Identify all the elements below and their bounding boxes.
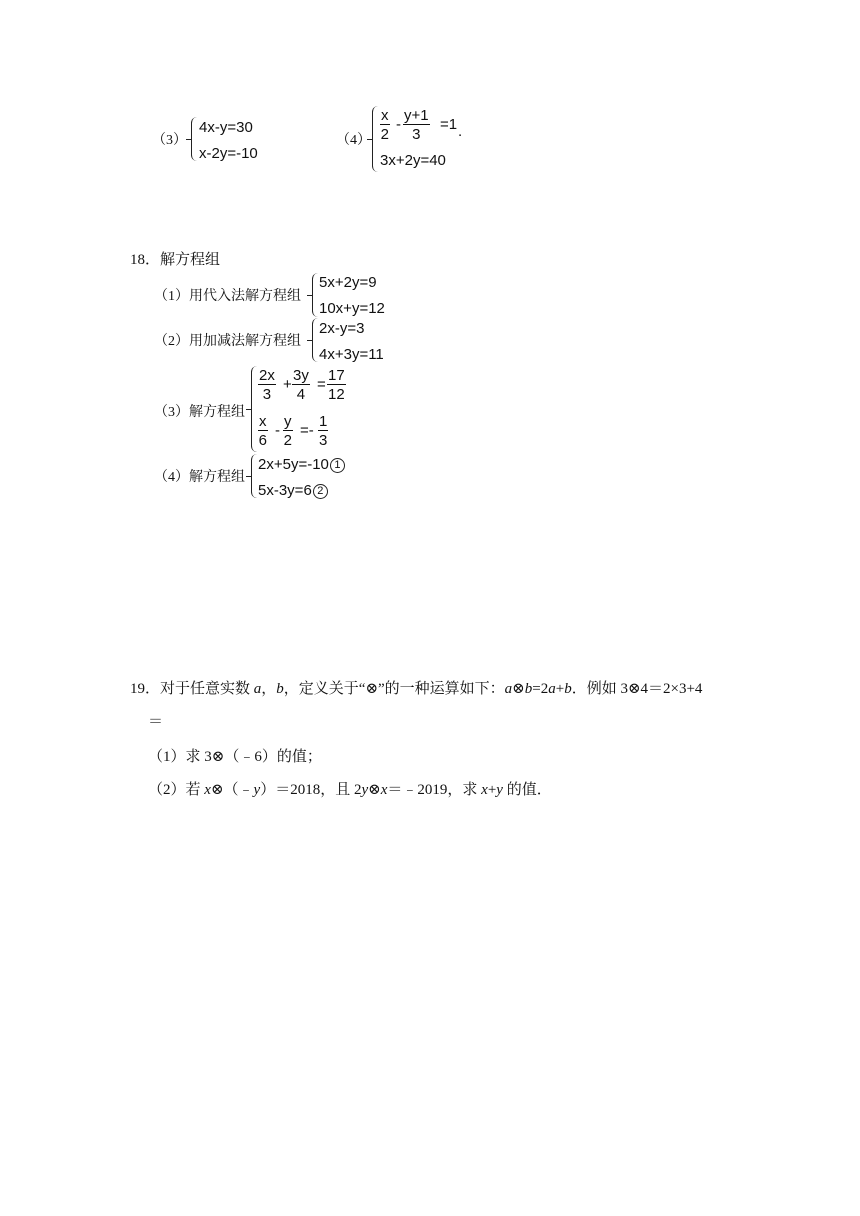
- q18-part3-frac-3y-over-4: [292, 368, 310, 402]
- plus-sign: +: [555, 681, 565, 697]
- q17-part4-period: .: [458, 123, 463, 140]
- frac-numerator: y: [284, 413, 292, 430]
- q18-part4-eq1-text: 2x+5y=-10: [258, 456, 329, 473]
- frac-numerator: y+1: [404, 107, 429, 124]
- q18-part3-frac-1-over-3: [318, 414, 328, 448]
- frac-denominator: 2: [380, 126, 389, 143]
- q19-part2-text: ＝﹣2019，求: [387, 782, 482, 798]
- q18-part3-plus: +: [283, 376, 292, 393]
- otimes-symbol: ⊗: [512, 681, 525, 697]
- q19-part1: （1）求 3⊗（﹣6）的值；: [148, 749, 322, 765]
- frac-numerator: 17: [328, 367, 345, 384]
- q17-part3-eq2: x-2y=-10: [199, 145, 258, 162]
- circled-one-icon: 1: [330, 458, 345, 473]
- q19-part2-text: ）＝2018，且 2: [260, 782, 362, 798]
- frac-denominator: 6: [258, 432, 267, 449]
- frac-numerator: 2x: [259, 367, 275, 384]
- var-x: x: [204, 782, 211, 798]
- frac-denominator: 4: [296, 386, 306, 403]
- q19-example: ．例如 3⊗4＝2×3+4: [571, 681, 703, 697]
- frac-denominator: 2: [283, 432, 292, 449]
- q19-line2: ＝: [148, 714, 164, 730]
- q19-definition-text: ，定义关于“⊗”的一种运算如下：: [283, 681, 505, 697]
- q18-part3-label: （3）解方程组: [154, 405, 245, 420]
- q18-part3-frac-2x-over-3: [258, 368, 276, 402]
- q18-part4-eq2-text: 5x-3y=6: [258, 482, 312, 499]
- frac-numerator: x: [381, 107, 389, 124]
- var-x: x: [380, 782, 388, 798]
- var-y: y: [253, 782, 261, 798]
- frac-denominator: 3: [262, 386, 272, 403]
- q18-part2-label: （2）用加减法解方程组: [154, 334, 301, 349]
- q18-part4-eq2: [258, 483, 328, 499]
- q18-part3-frac-17-over-12: [327, 368, 346, 402]
- var-a: a: [504, 681, 513, 697]
- q17-part4-frac-y1-over-3: [403, 108, 430, 142]
- q19-part2-prefix: （2）若: [148, 782, 205, 798]
- var-y: y: [361, 782, 369, 798]
- q17-part4-eq2: 3x+2y=40: [380, 152, 446, 169]
- q18-part3-frac-y-over-2: [283, 414, 293, 448]
- frac-numerator: 3y: [293, 367, 309, 384]
- q18-part3-equals-negative: =-: [300, 422, 314, 439]
- frac-denominator: 3: [412, 126, 421, 143]
- q18-part4-eq1: [258, 457, 345, 473]
- otimes-symbol: ⊗: [368, 782, 381, 798]
- q17-part4-rhs: =1: [440, 116, 458, 133]
- q18-part2-eq2: 4x+3y=11: [319, 346, 384, 363]
- q19-part2-suffix: 的值．: [502, 782, 552, 798]
- q18-part3-frac-x-over-6: [258, 414, 268, 448]
- var-b: b: [564, 681, 572, 697]
- var-b: b: [524, 681, 533, 697]
- q17-part4-frac-x-over-2: [380, 108, 390, 142]
- circled-two-icon: 2: [313, 484, 328, 499]
- q18-part1-eq1: 5x+2y=9: [319, 274, 377, 291]
- q18-part3-minus: -: [275, 422, 280, 439]
- q17-part3-label: （3）: [152, 133, 187, 148]
- q17-part4-brace: [372, 106, 380, 172]
- q18-part3-equals: =: [317, 376, 326, 393]
- var-x: x: [481, 782, 488, 798]
- q17-part3-brace: [191, 117, 199, 161]
- q18-part4-label: （4）解方程组: [154, 470, 245, 485]
- plus-sign: +: [487, 782, 497, 798]
- var-a: a: [253, 681, 262, 697]
- q19-part2: [148, 778, 552, 799]
- q17-part4-minus: -: [396, 116, 401, 133]
- q18-part2-eq1: 2x-y=3: [319, 320, 365, 337]
- frac-numerator: 1: [319, 413, 328, 430]
- var-a: a: [548, 681, 556, 697]
- q19-line1: [130, 677, 702, 698]
- q18-part1-eq2: 10x+y=12: [319, 300, 385, 317]
- q19-part2-text: ⊗（﹣: [210, 782, 254, 798]
- q18-title: 18．解方程组: [130, 252, 221, 268]
- frac-numerator: x: [259, 413, 267, 430]
- frac-denominator: 12: [328, 386, 345, 403]
- comma: ，: [261, 681, 277, 697]
- frac-denominator: 3: [319, 432, 328, 449]
- var-b: b: [276, 681, 284, 697]
- var-y: y: [496, 782, 503, 798]
- q17-part3-eq1: 4x-y=30: [199, 119, 253, 136]
- equals-two: =2: [532, 681, 549, 697]
- q18-part1-label: （1）用代入法解方程组: [154, 289, 301, 304]
- q17-part4-label: （4）: [336, 133, 371, 148]
- q19-intro: 19．对于任意实数: [130, 681, 254, 697]
